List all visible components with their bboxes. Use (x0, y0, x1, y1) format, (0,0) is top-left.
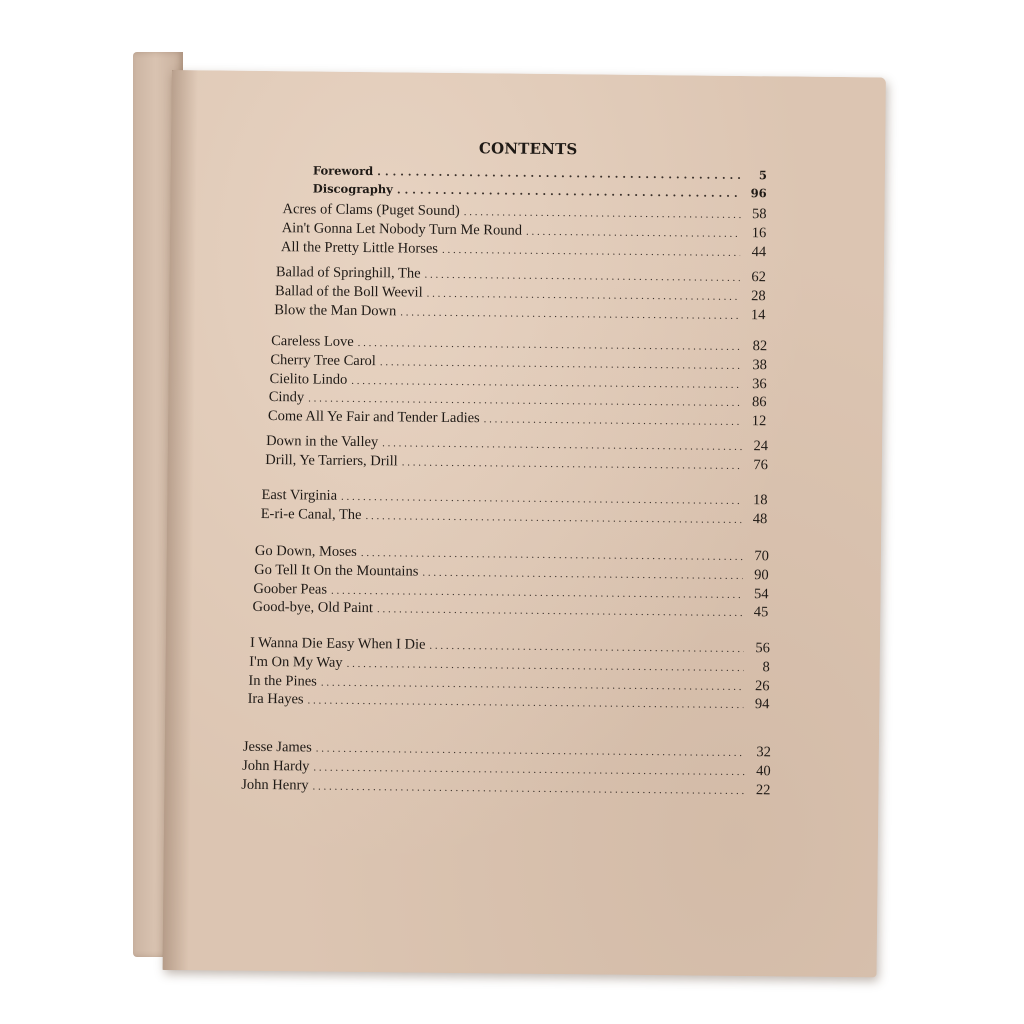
leader-dots (526, 226, 740, 240)
entry-title: Cielito Lindo (269, 370, 348, 388)
leader-dots (377, 604, 742, 620)
toc-entry (268, 408, 767, 430)
leader-dots (307, 695, 743, 712)
toc-entry (248, 691, 770, 713)
entry-title: Careless Love (271, 333, 354, 350)
entry-title: John Henry (241, 776, 309, 794)
entry-title: Foreword (312, 163, 374, 179)
entry-page-number: 90 (754, 566, 769, 584)
leader-dots (429, 640, 744, 655)
entry-title: All the Pretty Little Horses (280, 238, 439, 257)
entry-page-number: 44 (751, 243, 767, 260)
entry-title: I'm On My Way (249, 653, 343, 671)
leader-dots (464, 206, 741, 221)
toc-entry (265, 452, 768, 474)
entry-title: Discography (312, 181, 393, 197)
entry-title: Jesse James (242, 738, 312, 756)
leader-dots (402, 456, 742, 472)
entry-page-number: 96 (750, 186, 767, 201)
entry-title: In the Pines (248, 672, 317, 690)
entry-page-number: 58 (751, 206, 767, 223)
leader-dots (484, 413, 741, 428)
toc-entry (241, 776, 770, 799)
toc-entry (261, 506, 768, 528)
leader-dots (380, 356, 741, 372)
entry-page-number: 26 (754, 677, 770, 694)
entry-page-number: 14 (750, 306, 766, 323)
entry-page-number: 48 (752, 510, 768, 528)
entry-page-number: 18 (752, 492, 768, 509)
entry-title: Blow the Man Down (274, 301, 397, 319)
leader-dots (341, 491, 742, 507)
leader-dots (358, 337, 742, 353)
leader-dots (361, 547, 743, 563)
entry-title: Go Down, Moses (254, 542, 357, 560)
entry-page-number: 56 (755, 640, 771, 657)
front-matter-entry (313, 163, 767, 182)
entry-title: Goober Peas (253, 580, 328, 598)
entry-title: Drill, Ye Tarriers, Drill (265, 451, 398, 470)
entry-title: Acres of Clams (Puget Sound) (282, 201, 460, 220)
leader-dots (442, 243, 740, 258)
entry-title: East Virginia (261, 486, 338, 504)
leader-dots (422, 566, 742, 581)
entry-title: John Hardy (242, 757, 310, 775)
entry-title: Come All Ye Fair and Tender Ladies (267, 408, 480, 427)
leader-dots (313, 780, 745, 797)
entry-title: I Wanna Die Easy When I Die (249, 634, 426, 653)
leader-dots (365, 510, 741, 526)
leader-dots (308, 393, 740, 410)
leader-dots (321, 676, 744, 692)
leader-dots (425, 269, 740, 284)
entry-page-number: 16 (751, 224, 767, 242)
entry-page-number: 40 (756, 762, 771, 780)
entry-page-number: 32 (756, 744, 771, 761)
toc-entry (252, 599, 768, 621)
leader-dots (400, 306, 739, 322)
entry-page-number: 36 (752, 375, 767, 392)
entry-page-number: 22 (755, 781, 771, 798)
entry-page-number: 24 (753, 438, 769, 455)
leader-dots (382, 437, 742, 453)
entry-page-number: 38 (752, 356, 768, 374)
entry-title: Ballad of the Boll Weevil (274, 282, 423, 301)
entry-page-number: 62 (751, 269, 766, 286)
contents-page (163, 70, 886, 977)
leader-dots (397, 183, 741, 200)
leader-dots (313, 761, 744, 778)
entry-title: Ballad of Springhill, The (275, 264, 421, 282)
leader-dots (377, 165, 741, 182)
entry-title: Cherry Tree Carol (270, 351, 376, 369)
entry-title: Down in the Valley (266, 433, 379, 451)
entry-title: Cindy (268, 389, 305, 406)
entry-title: Good-bye, Old Paint (252, 599, 374, 617)
entry-page-number: 45 (753, 604, 769, 621)
entry-title: Ira Hayes (247, 691, 304, 708)
entry-page-number: 82 (752, 338, 768, 355)
leader-dots (316, 743, 745, 759)
leader-dots (427, 287, 740, 302)
entry-title: Ain't Gonna Let Nobody Turn Me Round (281, 219, 523, 239)
leader-dots (351, 374, 741, 390)
entry-page-number: 86 (751, 394, 767, 411)
toc-entry (281, 239, 766, 261)
entry-page-number: 94 (754, 696, 770, 713)
entry-page-number: 8 (762, 659, 770, 676)
entry-page-number: 28 (751, 287, 766, 305)
entry-page-number: 5 (758, 168, 768, 183)
entry-page-number: 54 (753, 585, 769, 602)
toc-entry (274, 302, 765, 324)
leader-dots (331, 584, 743, 600)
entry-title: E-ri-e Canal, The (260, 505, 362, 523)
contents-heading: CONTENTS (478, 139, 578, 159)
entry-page-number: 70 (754, 548, 770, 565)
entry-page-number: 76 (753, 456, 768, 474)
leader-dots (347, 658, 744, 674)
front-matter-entry (313, 181, 767, 200)
entry-title: Go Tell It On the Mountains (254, 561, 419, 580)
entry-page-number: 12 (751, 413, 767, 430)
